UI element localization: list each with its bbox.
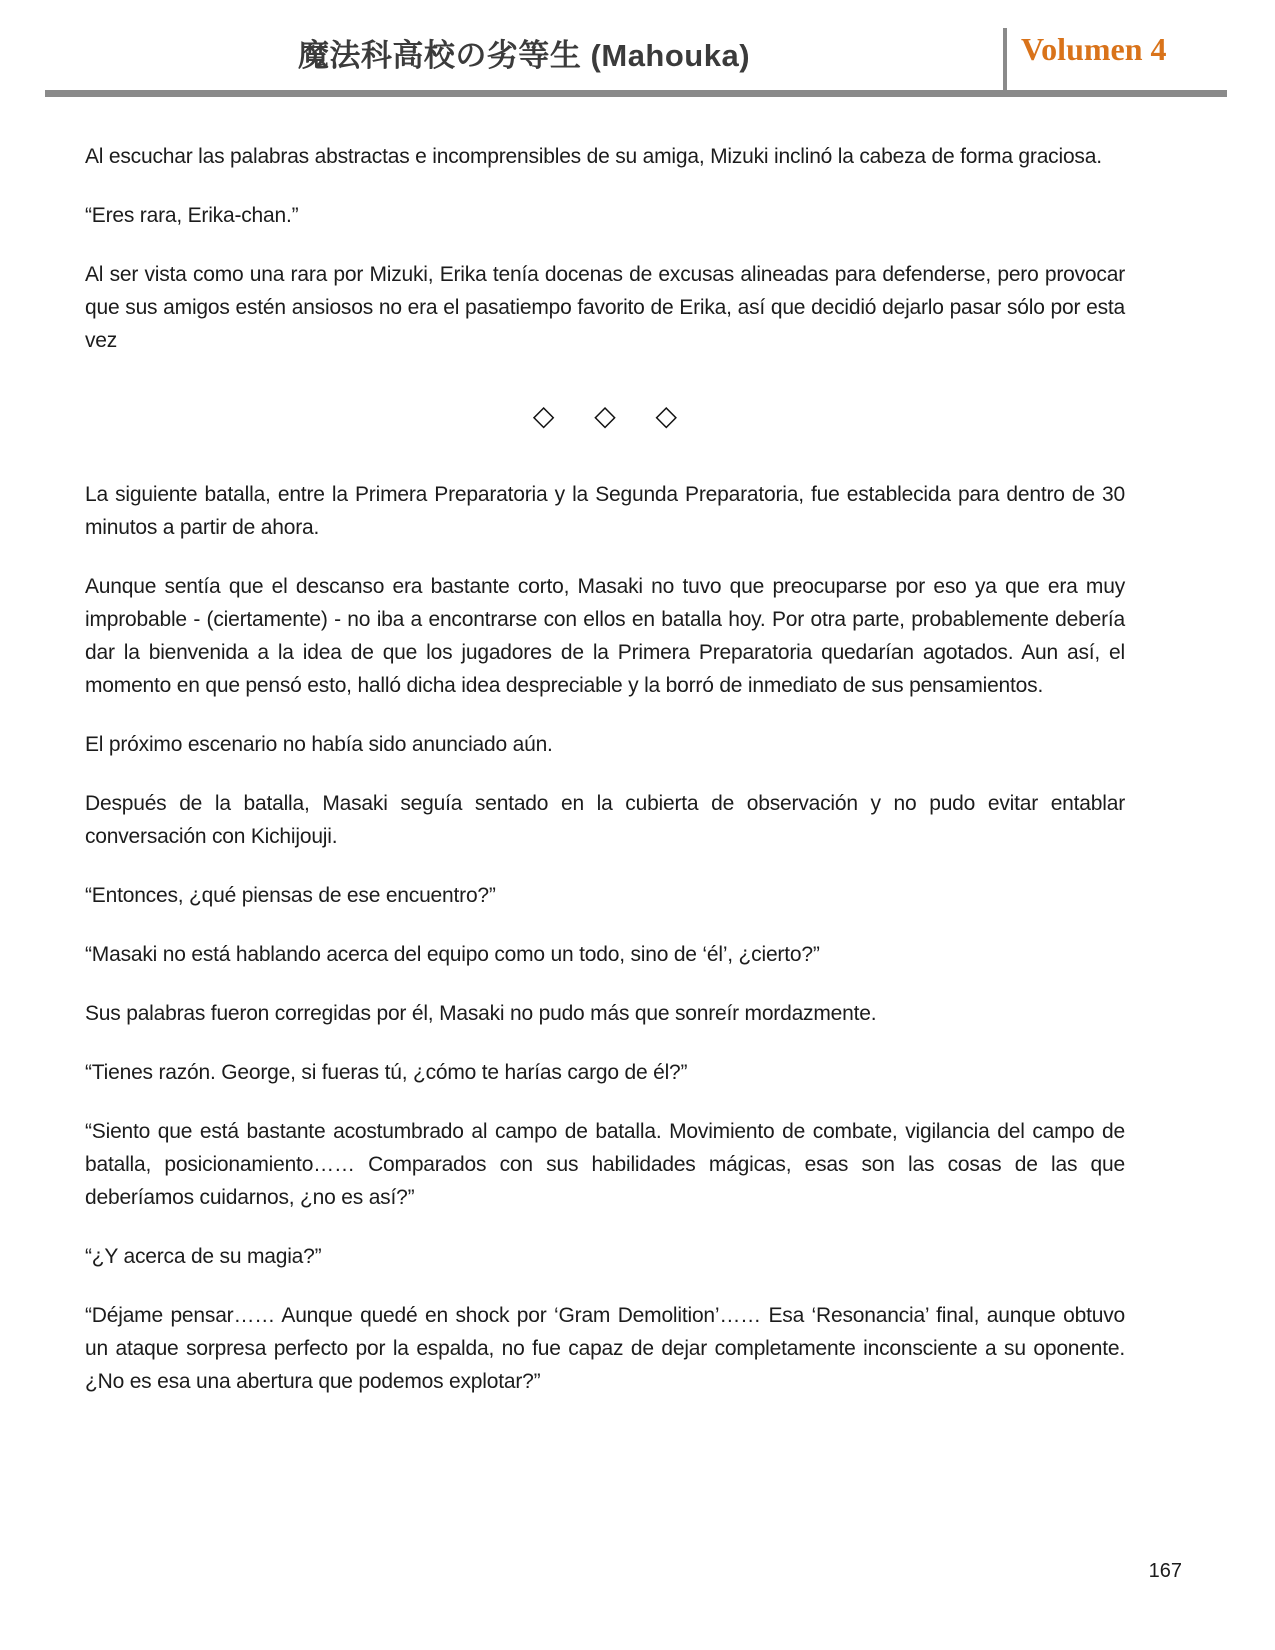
paragraph: “Déjame pensar…… Aunque quedé en shock por ‘Gram Demolition’…… Esa ‘Resonancia’ final, aunque obtuvo un ataque sorpresa perfecto por la espalda, no fue capaz de dejar completamente inconsciente a su oponente. ¿No es esa una abertura que podemos explotar?” [85,1304,1125,1393]
paragraph: Sus palabras fueron corregidas por él, Masaki no pudo más que sonreír mordazmente. [85,1002,877,1025]
volume-label: Volumen 4 [1021,31,1167,67]
paragraph: “Masaki no está hablando acerca del equipo como un todo, sino de ‘él’, ¿cierto?” [85,943,820,966]
page-header [0,0,1275,97]
scene-break-diamonds: ◇ ◇ ◇ [532,400,694,431]
paragraph: “Siento que está bastante acostumbrado al campo de batalla. Movimiento de combate, vigilancia del campo de batalla, posicionamiento…… Comparados con sus habilidades mágicas, esas son las cosas de las que deberíamos cuidarnos, ¿no es así?” [85,1120,1125,1209]
series-title: 魔法科高校の劣等生 (Mahouka) [297,38,751,73]
paragraph: Al escuchar las palabras abstractas e incomprensibles de su amiga, Mizuki inclinó la cabeza de forma graciosa. [85,145,1102,168]
paragraph: “Tienes razón. George, si fueras tú, ¿cómo te harías cargo de él?” [85,1061,688,1084]
paragraph: La siguiente batalla, entre la Primera Preparatoria y la Segunda Preparatoria, fue establecida para dentro de 30 minutos a partir de ahora. [85,483,1125,539]
paragraph: Aunque sentía que el descanso era bastante corto, Masaki no tuvo que preocuparse por eso ya que era muy improbable - (ciertamente) - no iba a encontrarse con ellos en batalla hoy. Por otra parte, probablemente debería dar la bienvenida a la idea de que los jugadores de la Primera Preparatoria quedarían agotados. Aun así, el momento en que pensó esto, halló dicha idea despreciable y la borró de inmediato de sus pensamientos. [85,575,1125,697]
paragraph: Después de la batalla, Masaki seguía sentado en la cubierta de observación y no pudo evitar entablar conversación con Kichijouji. [85,792,1125,848]
paragraph: El próximo escenario no había sido anunciado aún. [85,733,553,756]
paragraph: “Eres rara, Erika-chan.” [85,204,299,227]
body-text [85,140,1125,1424]
header-rule [45,90,1227,97]
page-number: 167 [1148,1560,1182,1582]
paragraph: Al ser vista como una rara por Mizuki, Erika tenía docenas de excusas alineadas para defenderse, pero provocar que sus amigos estén ansiosos no era el pasatiempo favorito de Erika, así que decidió dejarlo pasar sólo por esta vez [85,263,1125,352]
paragraph: “Entonces, ¿qué piensas de ese encuentro?” [85,884,496,907]
paragraph: “¿Y acerca de su magia?” [85,1245,322,1268]
header-divider-bar [1003,28,1007,90]
